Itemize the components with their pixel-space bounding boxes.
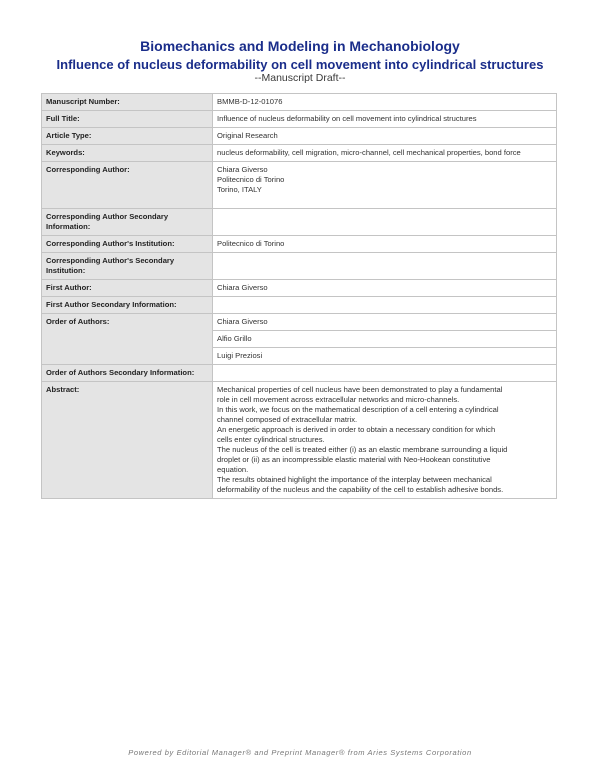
value-full-title: Influence of nucleus deformability on cell movement into cylindrical structures bbox=[213, 111, 557, 128]
row-full-title bbox=[42, 111, 557, 128]
row-order-of-authors-secondary bbox=[42, 365, 557, 382]
corresponding-author-name: Chiara Giverso bbox=[217, 165, 268, 174]
value-abstract bbox=[213, 382, 557, 499]
abstract-line: droplet or (ii) as an incompressible elastic material with Neo-Hookean constitutive bbox=[217, 455, 491, 464]
value-first-author: Chiara Giverso bbox=[213, 280, 557, 297]
label-corresponding-author-institution: Corresponding Author's Institution: bbox=[42, 236, 213, 253]
value-article-type: Original Research bbox=[213, 128, 557, 145]
manuscript-info-table bbox=[41, 93, 557, 499]
abstract-line: The nucleus of the cell is treated either (i) as an elastic membrane surrounding a liquid bbox=[217, 445, 508, 454]
label-corresponding-author-secondary-institution: Corresponding Author's Secondary Institution: bbox=[42, 253, 213, 280]
value-corresponding-author bbox=[213, 162, 557, 209]
label-manuscript-number: Manuscript Number: bbox=[42, 94, 213, 111]
value-manuscript-number: BMMB-D-12-01076 bbox=[213, 94, 557, 111]
row-abstract bbox=[42, 382, 557, 499]
spacer bbox=[217, 195, 552, 205]
label-order-of-authors: Order of Authors: bbox=[42, 314, 213, 365]
footer-credit: Powered by Editorial Manager® and Preprint Manager® from Aries Systems Corporation bbox=[128, 748, 472, 757]
value-corresponding-author-secondary bbox=[213, 209, 557, 236]
author-2: Alfio Grillo bbox=[213, 331, 557, 348]
label-article-type: Article Type: bbox=[42, 128, 213, 145]
row-corresponding-author-secondary bbox=[42, 209, 557, 236]
label-full-title: Full Title: bbox=[42, 111, 213, 128]
draft-label: --Manuscript Draft-- bbox=[254, 72, 346, 84]
row-keywords bbox=[42, 145, 557, 162]
row-first-author-secondary bbox=[42, 297, 557, 314]
row-corresponding-author-secondary-institution bbox=[42, 253, 557, 280]
label-corresponding-author: Corresponding Author: bbox=[42, 162, 213, 209]
abstract-line: cells enter cylindrical structures. bbox=[217, 435, 325, 444]
abstract-line: channel composed of extracellular matrix. bbox=[217, 415, 358, 424]
label-corresponding-author-secondary: Corresponding Author Secondary Information: bbox=[42, 209, 213, 236]
author-3: Luigi Preziosi bbox=[213, 348, 557, 365]
label-first-author-secondary: First Author Secondary Information: bbox=[42, 297, 213, 314]
value-corresponding-author-secondary-institution bbox=[213, 253, 557, 280]
row-corresponding-author-institution bbox=[42, 236, 557, 253]
abstract-line: In this work, we focus on the mathematical description of a cell entering a cylindrical bbox=[217, 405, 499, 414]
author-1: Chiara Giverso bbox=[213, 314, 557, 331]
row-corresponding-author bbox=[42, 162, 557, 209]
manuscript-title: Influence of nucleus deformability on cell movement into cylindrical structures bbox=[56, 57, 544, 72]
row-manuscript-number bbox=[42, 94, 557, 111]
abstract-line: equation. bbox=[217, 465, 249, 474]
label-abstract: Abstract: bbox=[42, 382, 213, 499]
label-order-of-authors-secondary: Order of Authors Secondary Information: bbox=[42, 365, 213, 382]
value-corresponding-author-institution: Politecnico di Torino bbox=[213, 236, 557, 253]
label-keywords: Keywords: bbox=[42, 145, 213, 162]
value-keywords: nucleus deformability, cell migration, micro-channel, cell mechanical properties, bond force bbox=[213, 145, 557, 162]
document-header bbox=[0, 38, 600, 84]
row-article-type bbox=[42, 128, 557, 145]
abstract-line: An energetic approach is derived in order to obtain a necessary condition for which bbox=[217, 425, 496, 434]
row-order-of-authors bbox=[42, 314, 557, 331]
value-order-of-authors-secondary bbox=[213, 365, 557, 382]
journal-name: Biomechanics and Modeling in Mechanobiology bbox=[140, 38, 460, 54]
abstract-line: deformability of the nucleus and the capability of the cell to establish adhesive bonds. bbox=[217, 485, 504, 494]
abstract-line: role in cell movement across extracellular networks and micro-channels. bbox=[217, 395, 460, 404]
row-first-author bbox=[42, 280, 557, 297]
abstract-line: Mechanical properties of cell nucleus have been demonstrated to play a fundamental bbox=[217, 385, 503, 394]
corresponding-author-location: Torino, ITALY bbox=[217, 185, 262, 194]
label-first-author: First Author: bbox=[42, 280, 213, 297]
value-first-author-secondary bbox=[213, 297, 557, 314]
abstract-line: The results obtained highlight the importance of the interplay between mechanical bbox=[217, 475, 492, 484]
corresponding-author-affiliation: Politecnico di Torino bbox=[217, 175, 285, 184]
